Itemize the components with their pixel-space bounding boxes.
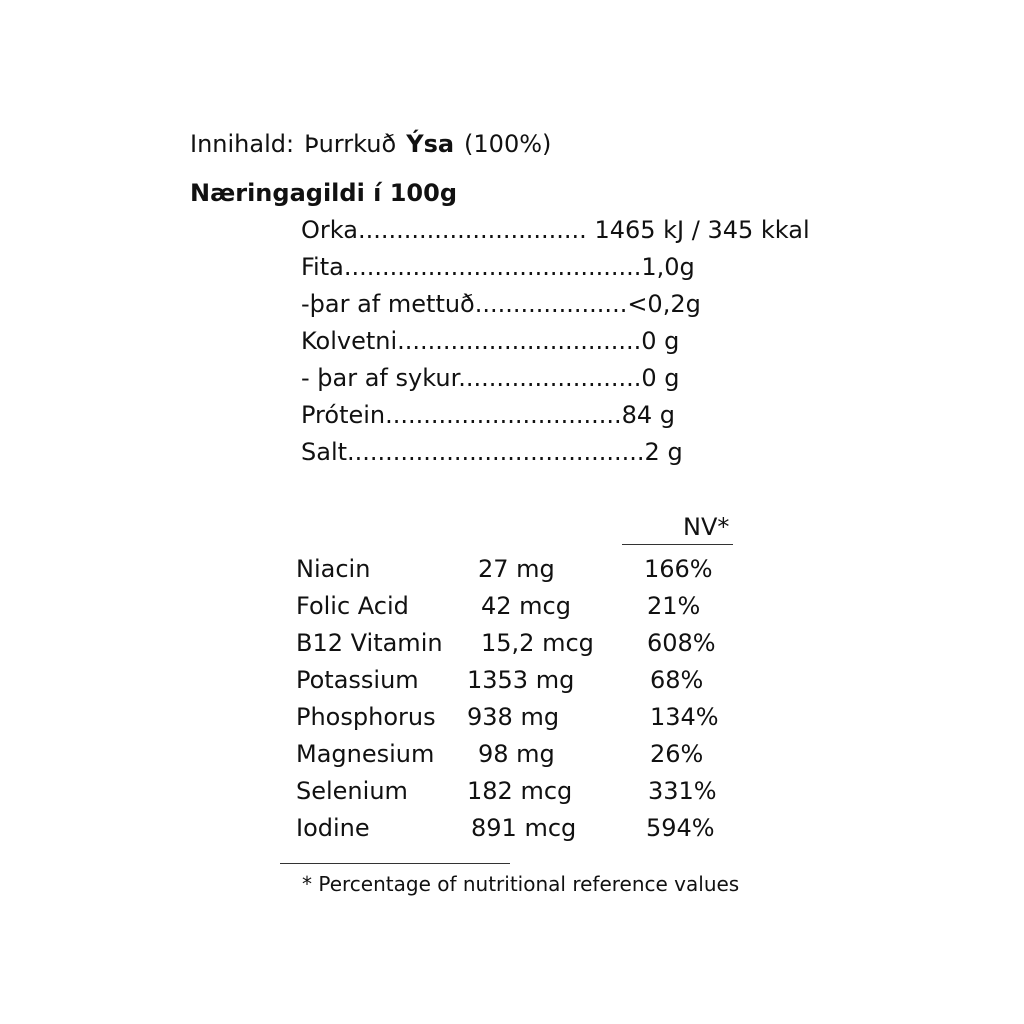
nutrition-row-saturated-fat: -þar af mettuð....................<0,2g <box>301 290 701 318</box>
vitamin-row-niacin <box>296 551 736 588</box>
product-name: Ýsa <box>406 130 455 158</box>
nv-column-header: NV* <box>683 513 730 541</box>
nutrition-heading: Næringagildi í 100g <box>190 179 458 207</box>
vitamin-name: Potassium <box>296 666 419 694</box>
vitamin-amount: 98 mg <box>478 740 555 768</box>
vitamin-amount: 15,2 mcg <box>481 629 594 657</box>
vitamin-row-iodine <box>296 810 736 847</box>
vitamin-name: B12 Vitamin <box>296 629 443 657</box>
nutrition-row-energy: Orka.............................. 1465 kJ / 345 kkal <box>301 216 810 244</box>
nutrition-row-protein: Prótein...............................84 g <box>301 401 676 429</box>
vitamin-amount: 1353 mg <box>467 666 575 694</box>
vitamin-amount: 182 mcg <box>467 777 573 805</box>
vitamin-nv: 21% <box>647 592 701 620</box>
vitamin-amount: 938 mg <box>467 703 560 731</box>
vitamin-nv: 166% <box>644 555 713 583</box>
nutrition-row-salt: Salt.......................................2 g <box>301 438 683 466</box>
vitamin-nv: 594% <box>646 814 715 842</box>
vitamin-name: Selenium <box>296 777 408 805</box>
nutrition-row-carbohydrate: Kolvetni................................0 g <box>301 327 680 355</box>
nv-header-underline <box>622 544 733 545</box>
product-percentage: (100%) <box>464 130 552 158</box>
vitamin-nv: 331% <box>648 777 717 805</box>
vitamin-name: Phosphorus <box>296 703 436 731</box>
vitamin-row-selenium <box>296 773 736 810</box>
vitamin-name: Magnesium <box>296 740 435 768</box>
vitamin-name: Iodine <box>296 814 370 842</box>
vitamin-name: Folic Acid <box>296 592 409 620</box>
vitamin-amount: 27 mg <box>478 555 555 583</box>
nutrition-row-sugar: - þar af sykur........................0 g <box>301 364 680 392</box>
vitamin-name: Niacin <box>296 555 371 583</box>
ingredients-line <box>190 128 551 160</box>
vitamin-row-phosphorus <box>296 699 736 736</box>
vitamin-nv: 608% <box>647 629 716 657</box>
vitamin-nv: 26% <box>650 740 704 768</box>
nutrition-row-fat: Fita.......................................1,0g <box>301 253 695 281</box>
vitamin-row-b12 <box>296 625 736 662</box>
vitamin-nv: 68% <box>650 666 704 694</box>
footnote-divider <box>280 863 510 864</box>
vitamin-amount: 891 mcg <box>471 814 577 842</box>
vitamin-table <box>296 551 736 847</box>
nutrition-list <box>301 212 810 471</box>
vitamin-amount: 42 mcg <box>481 592 571 620</box>
vitamin-nv: 134% <box>650 703 719 731</box>
footnote: * Percentage of nutritional reference values <box>302 872 740 896</box>
product-prefix: Þurrkuð <box>304 130 397 158</box>
ingredients-label: Innihald: <box>190 130 295 158</box>
vitamin-row-folic-acid <box>296 588 736 625</box>
vitamin-row-potassium <box>296 662 736 699</box>
vitamin-row-magnesium <box>296 736 736 773</box>
